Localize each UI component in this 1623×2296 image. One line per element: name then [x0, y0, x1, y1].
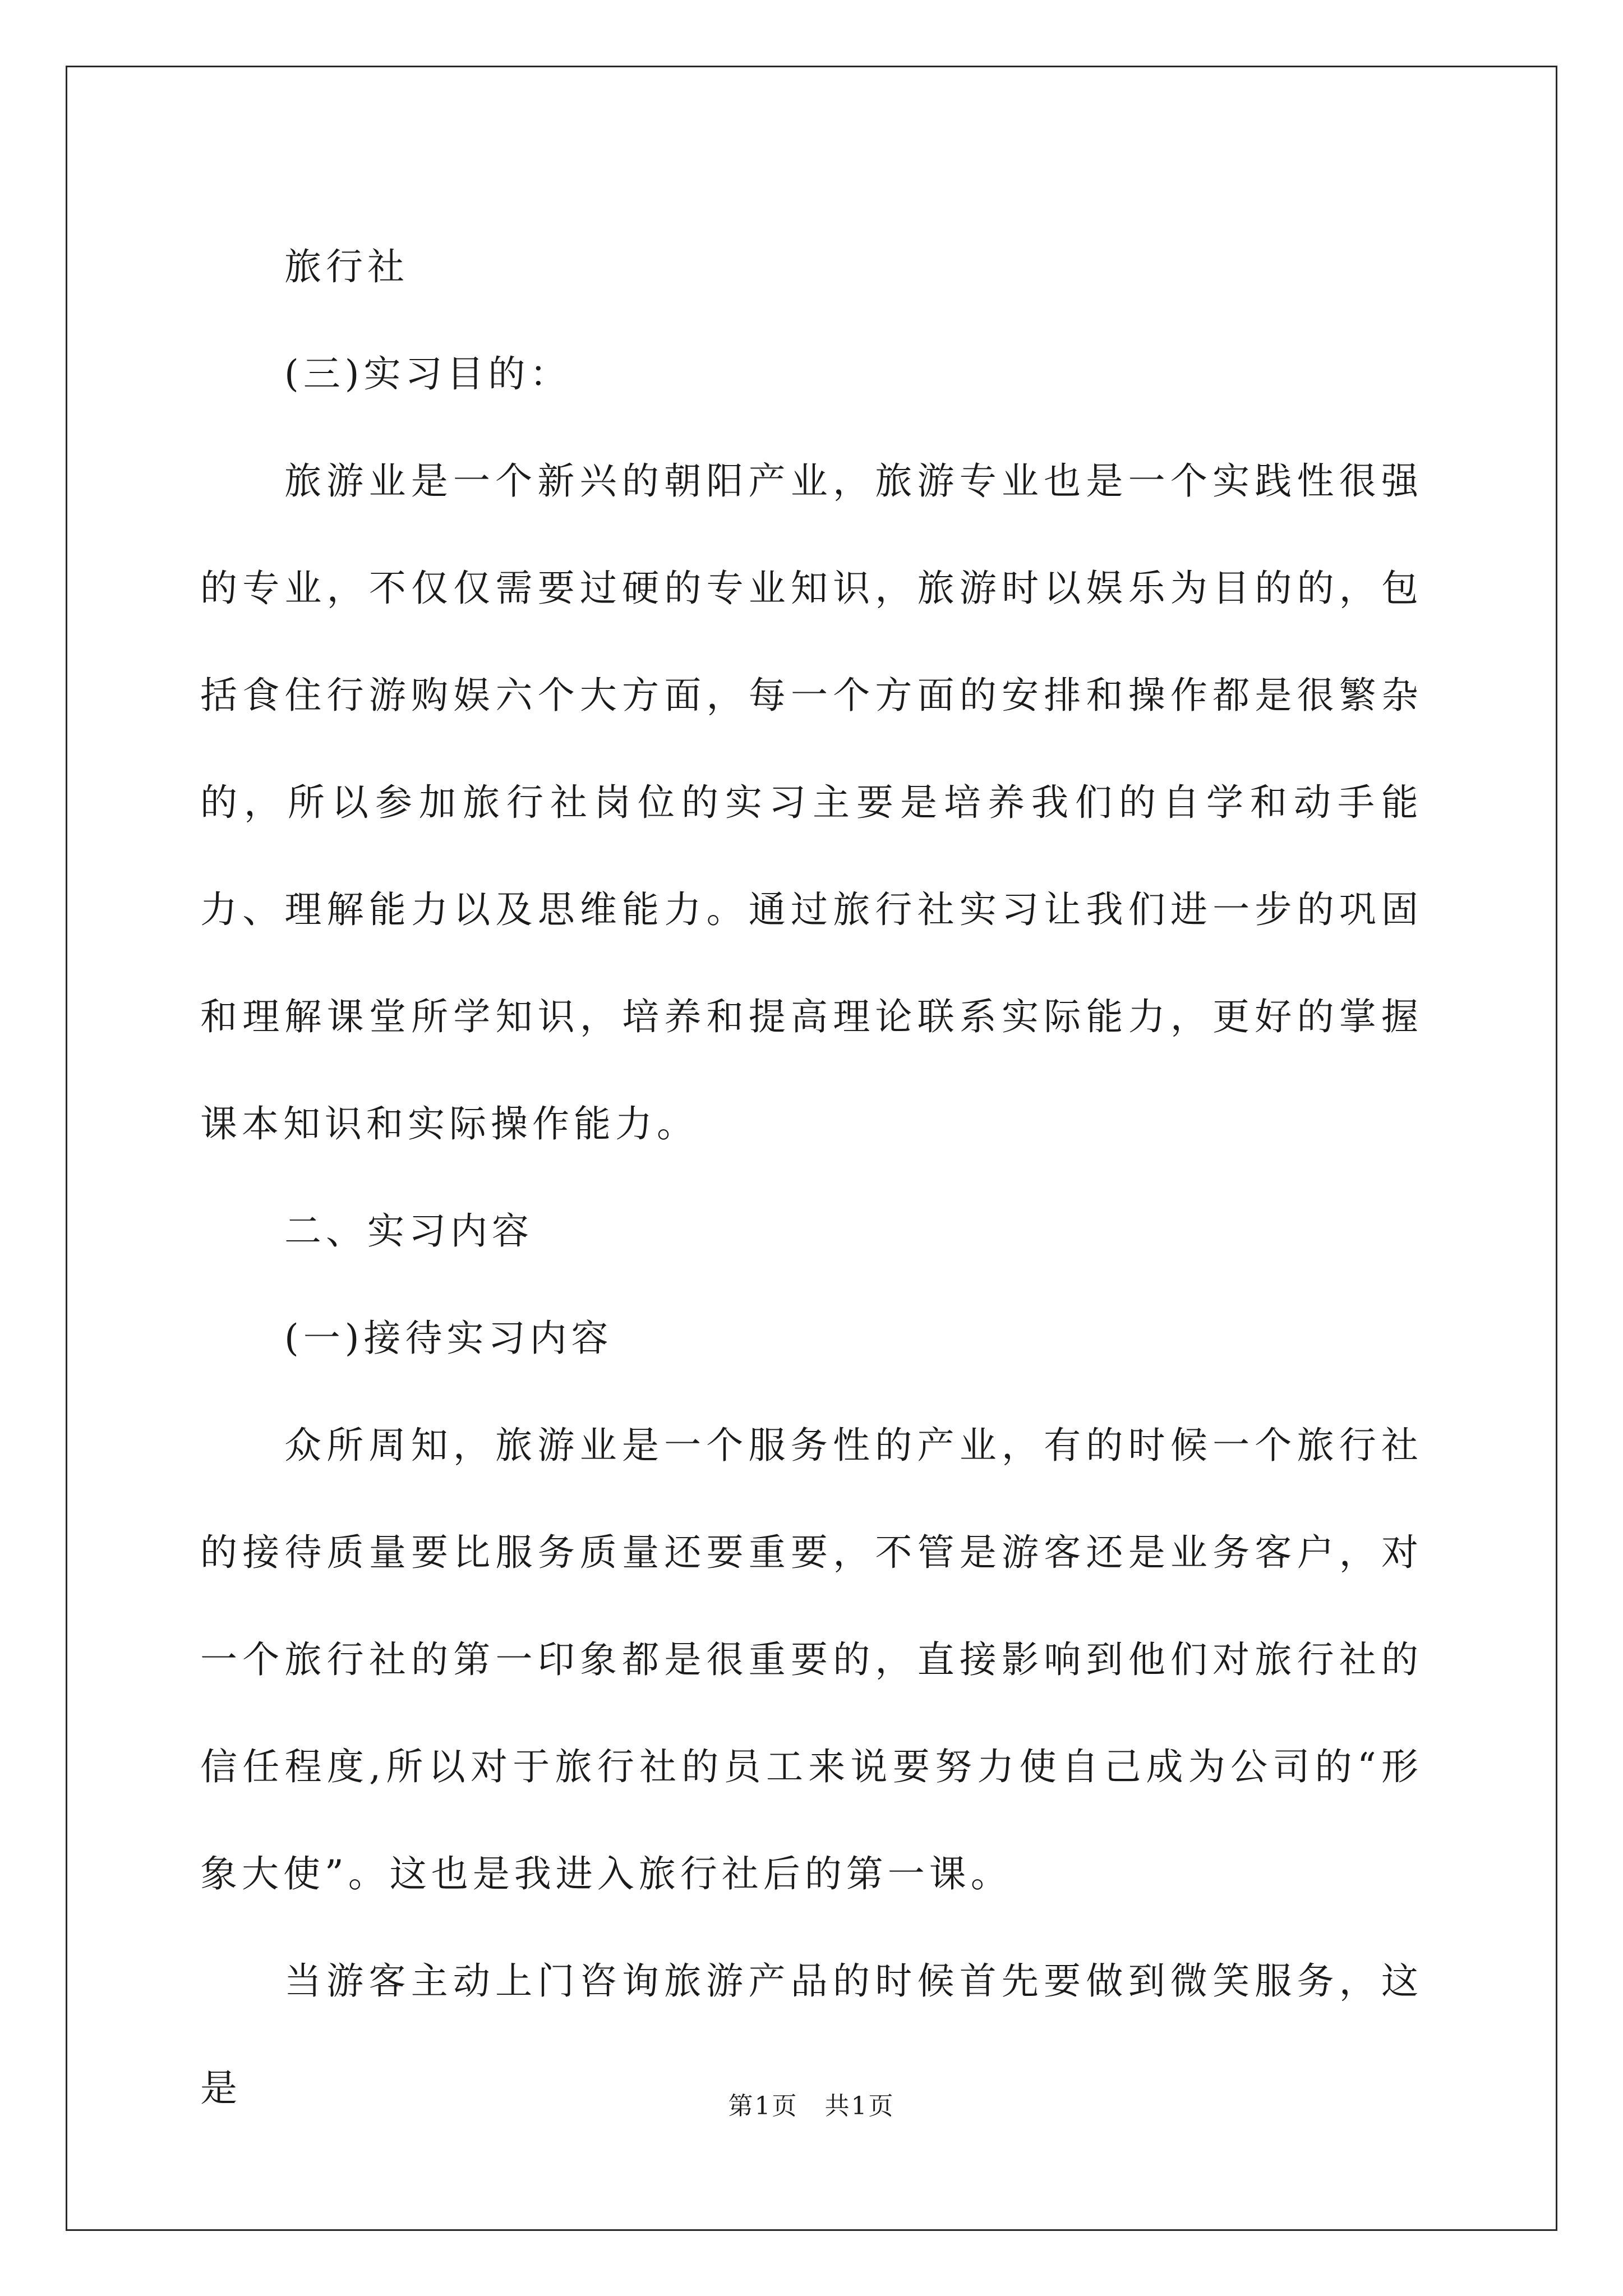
document-body: [200, 213, 1423, 2142]
paragraph-heading-internship-content: 二、实习内容: [284, 1209, 533, 1253]
paragraph-smile-service: 当游客主动上门咨询旅游产品的时候首先要做到微笑服务，这是: [200, 1959, 1423, 2110]
paragraph-internship-purpose: 旅游业是一个新兴的朝阳产业，旅游专业也是一个实践性很强的专业，不仅仅需要过硬的专业知识，旅游时以娱乐为目的的，包括食住行游购娱六个大方面，每一个方面的安排和操作都是很繁杂的，所以参加旅行社岗位的实习主要是培养我们的自学和动手能力、理解能力以及思维能力。通过旅行社实习让我们进一步的巩固和理解课堂所学知识，培养和提高理论联系实际能力，更好的掌握课本知识和实际操作能力。: [200, 459, 1423, 1145]
paragraph-heading-travel-agency: 旅行社: [284, 245, 409, 288]
paragraph-heading-reception-content: (一)接待实习内容: [284, 1317, 613, 1360]
paragraph-heading-internship-purpose: (三)实习目的：: [284, 352, 571, 395]
paragraph-reception-quality: 众所周知，旅游业是一个服务性的产业，有的时候一个旅行社的接待质量要比服务质量还要重要，不管是游客还是业务客户，对一个旅行社的第一印象都是很重要的，直接影响到他们对旅行社的信任程度,所以对于旅行社的员工来说要努力使自己成为公司的“形象大使”。这也是我进入旅行社后的第一课。: [200, 1424, 1423, 1895]
page-number-footer: 第1页 共1页: [728, 2092, 895, 2120]
